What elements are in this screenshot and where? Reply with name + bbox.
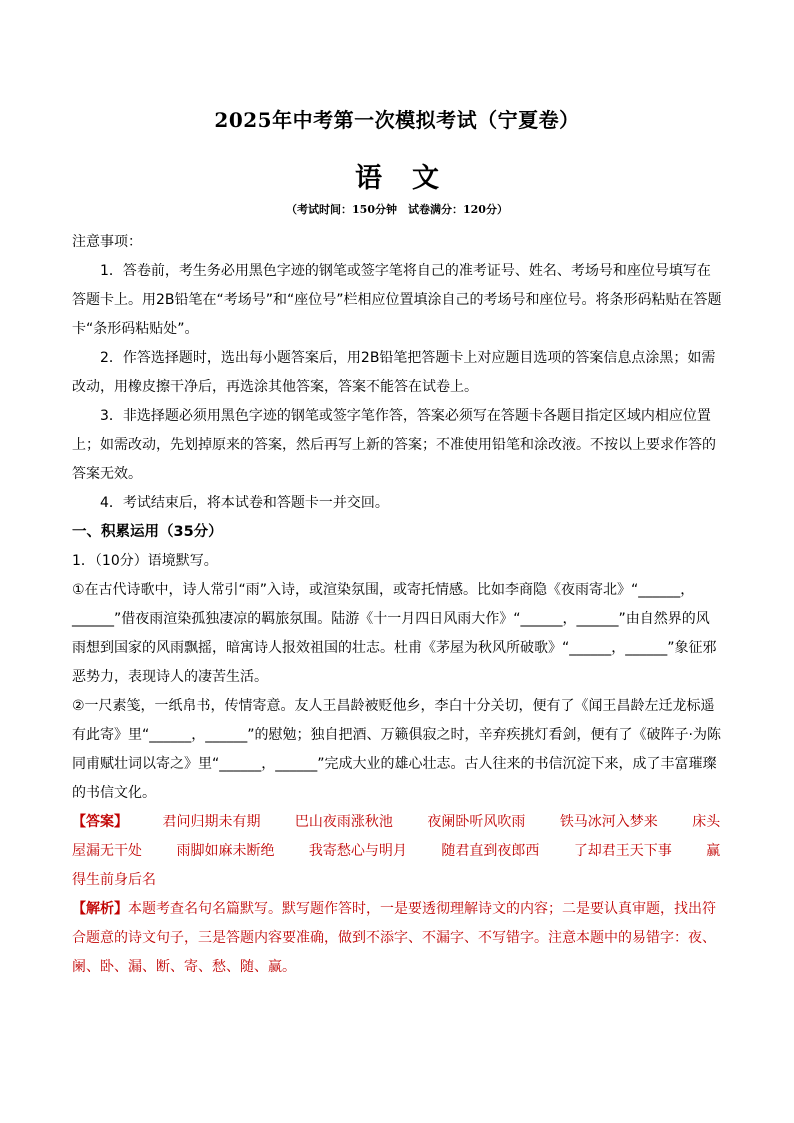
answer-label: 【答案】 <box>72 814 128 830</box>
section-heading: 一、积累运用（35分） <box>72 524 223 540</box>
analysis-label: 【解析】 <box>72 901 128 917</box>
subject-title: 语文 <box>355 163 469 194</box>
answer-item: 君问归期未有期 <box>162 814 261 830</box>
exam-title: 2025年中考第一次模拟考试（宁夏卷） <box>214 108 580 132</box>
question-1-paragraph-1: ①在古代诗歌中，诗人常引“雨”入诗，或渲染氛围，或寄托情感。比如李商隐《夜雨寄北》“______，______”借夜雨渲染孤独凄凉的羁旅氛围。陆游《十一月四日风雨大作》“______，______”由自然界的风雨想到国家的风雨飘摇，暗寓诗人报效祖国的壮志。杜甫《茅屋为秋风所破歌》“______，______”象征邪恶势力，表现诗人的凄苦生活。 <box>72 582 717 685</box>
answer-item: 夜阑卧听风吹雨 <box>427 814 526 830</box>
answer-item: 铁马冰河入梦来 <box>559 814 658 830</box>
document-body <box>72 228 722 982</box>
question-1-paragraph-2: ②一尺素笺，一纸帛书，传情寄意。友人王昌龄被贬他乡，李白十分关切，便有了《闻王昌龄左迁龙标遥有此寄》里“______，______”的慰勉；独自把酒、万籁俱寂之时，辛弃疾挑灯看剑，便有了《破阵子·为陈同甫赋壮词以寄之》里“______，______”完成大业的雄心壮志。古人往来的书信沉淀下来，成了丰富璀璨的书信文化。 <box>72 698 721 801</box>
analysis-block <box>72 895 722 982</box>
notice-item-2: 2．作答选择题时，选出每小题答案后，用2B铅笔把答题卡上对应题目选项的答案信息点涂黑；如需改动，用橡皮擦干净后，再选涂其他答案，答案不能答在试卷上。 <box>72 350 716 395</box>
answer-block <box>72 808 722 895</box>
notice-item-4: 4．考试结束后，将本试卷和答题卡一并交回。 <box>100 495 389 511</box>
notice-item-3: 3．非选择题必须用黑色字迹的钢笔或签字笔作答，答案必须写在答题卡各题目指定区域内相应位置上；如需改动，先划掉原来的答案，然后再写上新的答案；不准使用铅笔和涂改液。不按以上要求作答的答案无效。 <box>72 408 716 482</box>
answer-item: 了却君王天下事 <box>573 843 672 859</box>
exam-info: （考试时间：150分钟 试卷满分：120分） <box>286 203 508 216</box>
answer-item: 赢得生前身后名 <box>72 843 721 888</box>
answer-item: 床头屋漏无干处 <box>72 814 721 859</box>
answer-item: 巴山夜雨涨秋池 <box>294 814 393 830</box>
answer-item: 雨脚如麻未断绝 <box>176 843 275 859</box>
question-1-stem: 1．（10分）语境默写。 <box>72 553 218 569</box>
notice-item-1: 1．答卷前，考生务必用黑色字迹的钢笔或签字笔将自己的准考证号、姓名、考场号和座位号填写在答题卡上。用2B铅笔在“考场号”和“座位号”栏相应位置填涂自己的考场号和座位号。将条形码粘贴在答题卡“条形码粘贴处”。 <box>72 263 722 337</box>
notice-heading: 注意事项： <box>72 234 142 250</box>
analysis-text: 本题考查名句名篇默写。默写题作答时，一是要透彻理解诗文的内容；二是要认真审题，找出符合题意的诗文句子，三是答题内容要准确，做到不添字、不漏字、不写错字。注意本题中的易错字：夜、阑、卧、漏、断、寄、愁、随、赢。 <box>72 901 716 975</box>
answer-item: 随君直到夜郎西 <box>441 843 540 859</box>
answer-item: 我寄愁心与明月 <box>308 843 407 859</box>
